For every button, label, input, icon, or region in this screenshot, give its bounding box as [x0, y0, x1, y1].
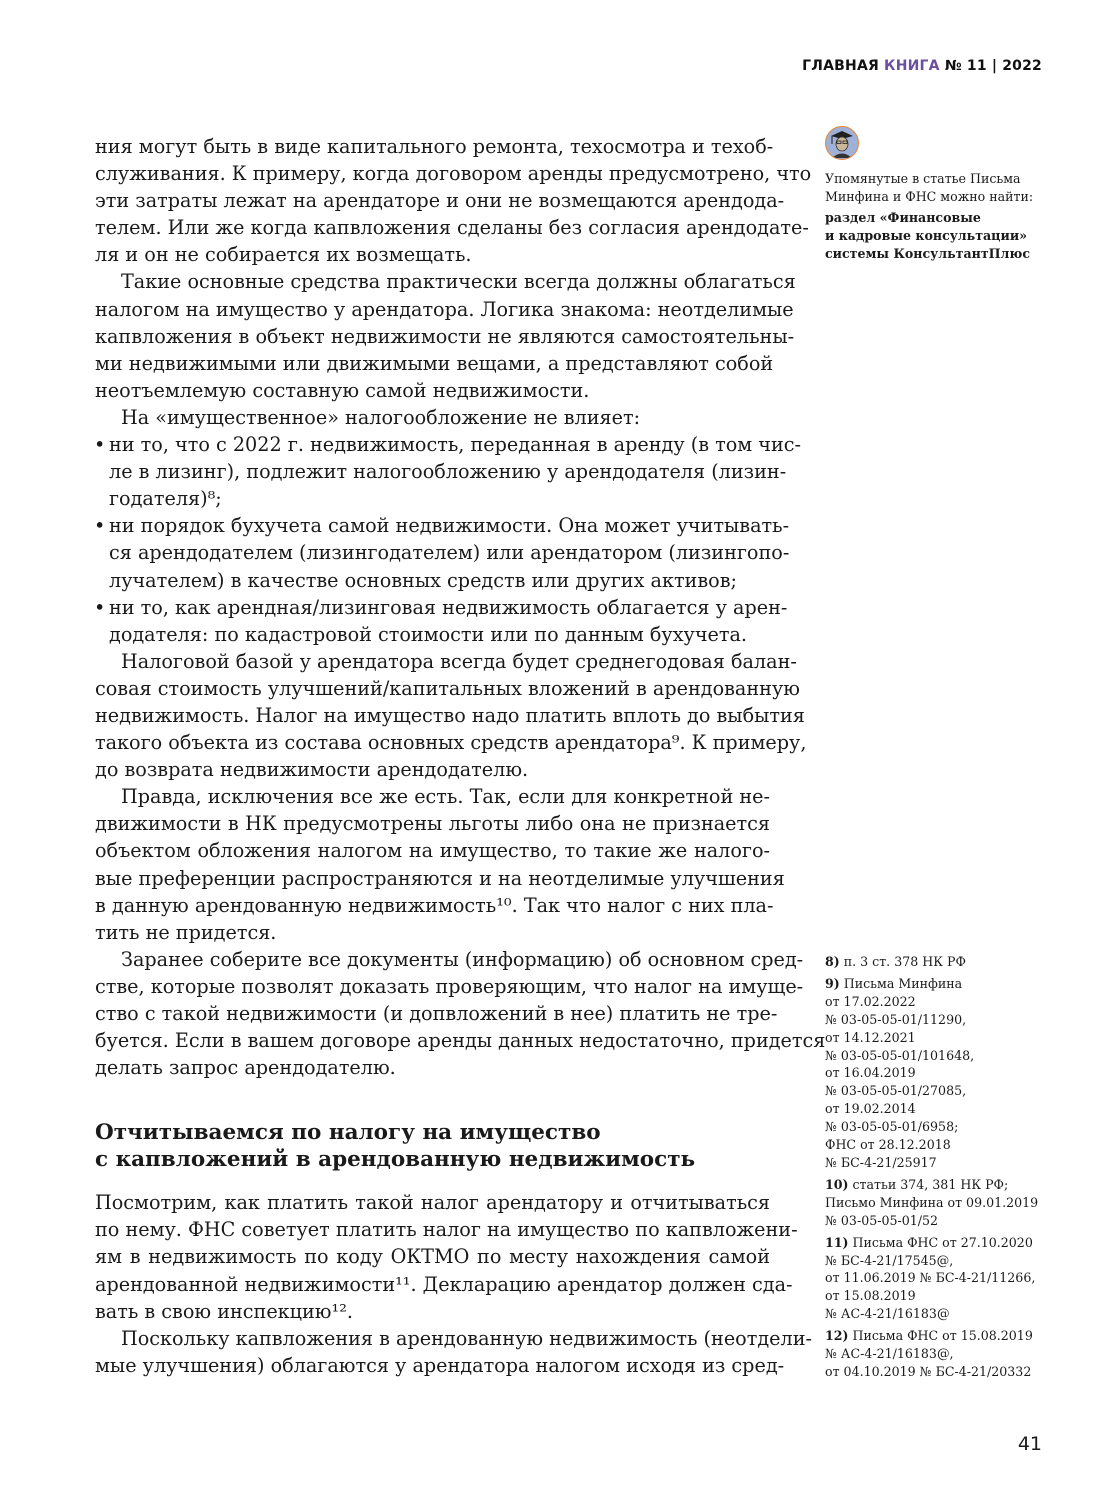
text-line-content: вые преференции распространяются и на неотделимые улучшения	[95, 866, 785, 890]
page-number: 41	[1017, 1433, 1042, 1455]
text-line-content: совая стоимость улучшений/капитальных вложений в арендованную	[95, 676, 800, 700]
footnote-text: № 03-05-05-01/52	[825, 1212, 939, 1228]
footnote	[825, 1176, 1055, 1230]
text-line	[95, 323, 795, 350]
footnote-text: статьи 374, 381 НК РФ;	[852, 1176, 1009, 1192]
text-line-content: ле в лизинг), подлежит налогообложению у арендодателя (лизин-	[109, 460, 787, 484]
paragraph	[95, 404, 770, 431]
text-line-content: додателя: по кадастровой стоимости или по данным бухучета.	[109, 622, 748, 646]
footnote-text: от 14.12.2021	[825, 1029, 916, 1045]
footnote-text: № 03-05-05-01/27085,	[825, 1083, 967, 1099]
footnote-number: 8)	[825, 954, 840, 969]
section-heading	[95, 1119, 770, 1173]
paragraph	[95, 268, 796, 403]
text-line-content: до возврата недвижимости арендодателю.	[95, 758, 529, 782]
article-text-section	[95, 1189, 812, 1379]
footnote-text: № 03-05-05-01/101648,	[825, 1047, 975, 1063]
text-line	[95, 1298, 770, 1325]
footnote-text: № АС-4-21/16183@,	[825, 1346, 954, 1362]
text-line	[95, 268, 796, 295]
text-line	[95, 702, 805, 729]
footnote	[825, 953, 1055, 971]
text-line-content: Поскольку капвложения в арендованную недвижимость (неотдели-	[121, 1326, 812, 1350]
text-line	[94, 594, 788, 621]
text-line	[95, 1027, 826, 1054]
text-line	[95, 621, 770, 648]
text-line	[95, 133, 774, 160]
footnote-line	[825, 1269, 1055, 1287]
footnote-number: 9)	[825, 975, 840, 991]
text-line-content: Налоговой базой у арендатора всегда будет среднегодовая балан-	[121, 649, 797, 673]
text-line	[95, 350, 774, 377]
text-line-content: Правда, исключения все же есть. Так, если для конкретной не-	[121, 785, 770, 809]
footnote-line	[825, 1064, 1055, 1082]
text-line-content: недвижимость. Налог на имущество надо платить вплоть до выбытия	[95, 703, 805, 727]
text-line	[95, 1325, 812, 1352]
text-line-content: ля и он не собирается их возмещать.	[95, 243, 472, 267]
text-line	[95, 458, 787, 485]
text-line-content: стве, которые позволят доказать проверяющим, что налог на имуще-	[95, 974, 804, 998]
paragraph	[95, 1325, 812, 1379]
footnote-text: № БС-4-21/17545@,	[825, 1252, 954, 1268]
text-line	[95, 1054, 770, 1081]
text-line-content: ся арендодателем (лизингодателем) или арендатором (лизингопо-	[109, 541, 790, 565]
footnote-line	[825, 1100, 1055, 1118]
text-line-content: годателя)⁸;	[109, 487, 222, 511]
text-line-content: ния могут быть в виде капитального ремонта, техосмотра и техоб-	[95, 135, 774, 158]
footnote-line	[825, 1234, 1055, 1252]
footnote-text: от 04.10.2019 № БС-4-21/20332	[825, 1363, 1032, 1379]
text-line	[95, 160, 812, 187]
heading-line: с капвложений в арендованную недвижимость	[95, 1147, 696, 1173]
footnote-line	[825, 993, 1055, 1011]
text-line-content: неотъемлемую составную самой недвижимости.	[95, 378, 590, 402]
note-text: Минфина и ФНС можно найти:	[825, 189, 1034, 204]
bullet-icon: •	[94, 514, 106, 538]
footnote-line	[825, 1363, 1055, 1381]
bullet-item	[94, 431, 801, 512]
text-line-content: ям в недвижимость по коду ОКТМО по месту нахождения самой	[95, 1245, 770, 1269]
text-line	[95, 214, 809, 241]
bullet-icon: •	[94, 433, 106, 457]
text-line-content: буется. Если в вашем договоре аренды данных недостаточно, придется	[95, 1029, 826, 1053]
footnote	[825, 1327, 1055, 1381]
text-line	[95, 973, 804, 1000]
footnote-line	[825, 953, 1055, 971]
bullet-item	[94, 512, 790, 593]
article-body	[94, 133, 826, 1379]
brand-name-accent: КНИГА	[884, 58, 940, 74]
text-line	[95, 783, 770, 810]
paragraph	[95, 133, 812, 268]
footnote-line	[825, 1287, 1055, 1305]
text-line	[95, 567, 770, 594]
text-line-content: в данную арендованную недвижимость¹⁰. Так что налог с них пла-	[95, 893, 774, 917]
text-line-content: движимости в НК предусмотрены льготы либо она не признается	[95, 812, 770, 836]
text-line	[95, 648, 797, 675]
bullet-item	[94, 594, 788, 648]
footnote-text: от 16.04.2019	[825, 1065, 916, 1081]
text-line	[95, 1271, 793, 1298]
footnote-text: от 17.02.2022	[825, 993, 916, 1009]
note-text: Упомянутые в статье Письма	[825, 171, 1021, 186]
text-line-content: такого объекта из состава основных средств арендатора⁹. К примеру,	[95, 731, 807, 755]
text-line-content: налогом на имущество у арендатора. Логика знакома: неотделимые	[95, 297, 794, 321]
text-line	[95, 1216, 798, 1243]
footnote-text: № АС-4-21/16183@	[825, 1306, 950, 1322]
text-line	[95, 1189, 770, 1216]
text-line-content: ни то, как арендная/лизинговая недвижимость облагается у арен-	[109, 595, 788, 619]
footnote-line	[825, 1136, 1055, 1154]
footnote-text: Письма ФНС от 27.10.2020	[852, 1234, 1033, 1250]
footnote-line	[825, 1011, 1055, 1029]
paragraph	[95, 783, 785, 946]
footnote-text: Письма Минфина	[843, 975, 963, 991]
text-line-content: Заранее соберите все документы (информацию) об основном сред-	[121, 947, 804, 971]
footnote-line	[825, 1176, 1055, 1194]
footnote-line	[825, 1029, 1055, 1047]
text-line	[95, 485, 770, 512]
footnote	[825, 975, 1055, 1172]
text-line	[95, 539, 790, 566]
note-source: системы КонсультантПлюс	[825, 246, 1031, 261]
sidebar-note	[825, 126, 1055, 263]
text-line	[95, 404, 770, 431]
text-line-content: объектом обложения налогом на имущество, то такие же налого-	[95, 839, 770, 863]
footnote-text: от 11.06.2019 № БС-4-21/11266,	[825, 1270, 1036, 1286]
footnote-text: № 03-05-05-01/6958;	[825, 1119, 959, 1135]
issue-number: № 11 | 2022	[944, 58, 1042, 74]
footnote-line	[825, 1305, 1055, 1323]
footnote-text: Письмо Минфина от 09.01.2019	[825, 1194, 1039, 1210]
footnote-line	[825, 1118, 1055, 1136]
magazine-header	[802, 58, 1042, 74]
text-line-content: делать запрос арендодателю.	[95, 1056, 396, 1080]
text-line-content: На «имущественное» налогообложение не влияет:	[121, 405, 641, 429]
text-line-content: вать в свою инспекцию¹².	[95, 1299, 353, 1323]
footnote-number: 10)	[825, 1176, 849, 1192]
text-line-content: служивания. К примеру, когда договором аренды предусмотрено, что	[95, 162, 812, 186]
article-text-section	[94, 133, 826, 1081]
footnotes	[825, 953, 1055, 1385]
brand-name: ГЛАВНАЯ	[802, 58, 879, 74]
footnote-line	[825, 1082, 1055, 1100]
text-line	[95, 946, 804, 973]
text-line-content: по нему. ФНС советует платить налог на имущество по капвложени-	[95, 1218, 798, 1242]
text-line-content: ство с такой недвижимости (и допвложений в нее) платить не тре-	[95, 1002, 778, 1025]
footnote-text: Письма ФНС от 15.08.2019	[852, 1328, 1033, 1344]
footnote-text: от 19.02.2014	[825, 1101, 916, 1117]
footnote-line	[825, 975, 1055, 993]
footnote-number: 12)	[825, 1328, 849, 1344]
text-line	[95, 187, 785, 214]
text-line	[95, 241, 770, 268]
text-line	[95, 892, 774, 919]
footnote-line	[825, 1154, 1055, 1172]
text-line-content: мые улучшения) облагаются у арендатора налогом исходя из сред-	[95, 1353, 785, 1377]
expert-avatar-icon	[825, 126, 859, 160]
heading-line: Отчитываемся по налогу на имущество	[95, 1120, 601, 1146]
footnote-text: ФНС от 28.12.2018	[825, 1137, 951, 1153]
text-line	[95, 377, 770, 404]
text-line-content: капвложения в объект недвижимости не являются самостоятельны-	[95, 324, 795, 348]
text-line-content: лучателем) в качестве основных средств или других активов;	[109, 568, 737, 592]
paragraph	[95, 648, 807, 783]
footnote-line	[825, 1327, 1055, 1345]
note-source: и кадровые консультации»	[825, 228, 1028, 243]
text-line	[94, 512, 790, 539]
text-line	[95, 1352, 785, 1379]
footnote-line	[825, 1212, 1055, 1230]
paragraph	[95, 946, 826, 1081]
footnote-line	[825, 1345, 1055, 1363]
paragraph	[95, 1189, 798, 1324]
text-line-content: эти затраты лежат на арендаторе и они не возмещаются арендода-	[95, 189, 785, 213]
text-line	[95, 1000, 778, 1027]
text-line-content: ни порядок бухучета самой недвижимости. Она может учитывать-	[109, 514, 790, 538]
text-line	[95, 1243, 770, 1270]
text-line	[95, 919, 770, 946]
footnote-text: № 03-05-05-01/11290,	[825, 1011, 967, 1027]
footnote-text: п. 3 ст. 378 НК РФ	[843, 954, 966, 969]
text-line	[95, 837, 770, 864]
text-line-content: Посмотрим, как платить такой налог арендатору и отчитываться	[95, 1191, 770, 1215]
text-line-content: телем. Или же когда капвложения сделаны без согласия арендодате-	[95, 216, 809, 240]
text-line-content: Такие основные средства практически всегда должны облагаться	[121, 270, 796, 294]
text-line-content: ми недвижимыми или движимыми вещами, а представляют собой	[95, 351, 774, 375]
text-line	[95, 296, 794, 323]
footnote-line	[825, 1194, 1055, 1212]
text-line	[95, 810, 770, 837]
text-line-content: тить не придется.	[95, 920, 277, 944]
text-line	[95, 729, 807, 756]
footnote-text: от 15.08.2019	[825, 1288, 916, 1304]
bullet-icon: •	[94, 595, 106, 619]
text-line	[95, 675, 800, 702]
footnote	[825, 1234, 1055, 1324]
footnote-line	[825, 1047, 1055, 1065]
text-line	[95, 865, 785, 892]
text-line	[94, 431, 801, 458]
text-line-content: арендованной недвижимости¹¹. Декларацию арендатор должен сда-	[95, 1272, 793, 1296]
footnote-text: № БС-4-21/25917	[825, 1154, 937, 1170]
footnote-line	[825, 1252, 1055, 1270]
text-line-content: ни то, что с 2022 г. недвижимость, переданная в аренду (в том чис-	[109, 433, 801, 457]
text-line	[95, 756, 770, 783]
note-source: раздел «Финансовые	[825, 210, 981, 225]
footnote-number: 11)	[825, 1234, 849, 1250]
